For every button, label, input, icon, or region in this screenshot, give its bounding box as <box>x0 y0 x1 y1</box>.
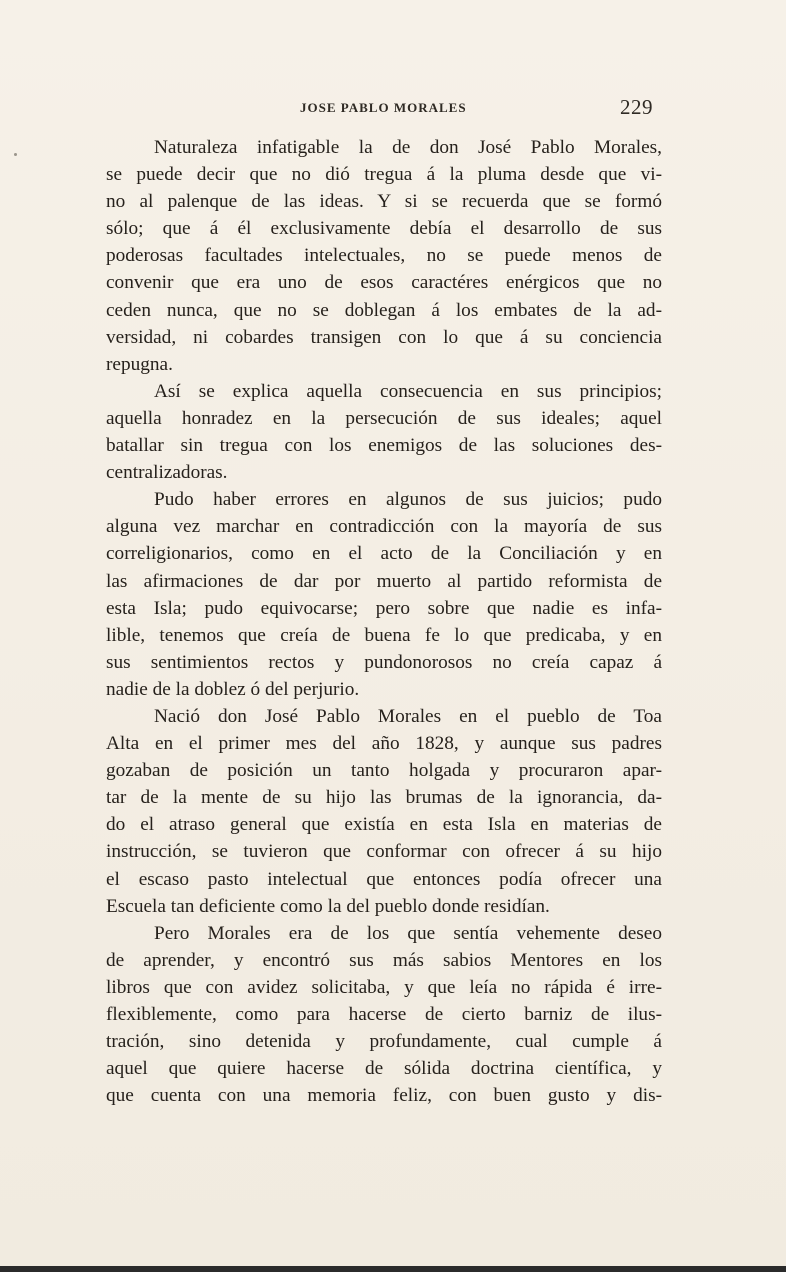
text-line: de aprender, y encontró sus más sabios Mentores en los <box>106 949 662 971</box>
page-bottom-edge <box>0 1266 786 1272</box>
text-line: instrucción, se tuvieron que conformar con ofrecer á su hijo <box>106 841 662 863</box>
text-line: repugna. <box>106 353 173 375</box>
text-line: alguna vez marchar en contradicción con la mayoría de sus <box>106 516 662 538</box>
text-line: sus sentimientos rectos y pundonorosos no creía capaz á <box>106 651 662 673</box>
text-line: Pero Morales era de los que sentía vehemente deseo <box>154 922 662 944</box>
text-line: poderosas facultades intelectuales, no se puede menos de <box>106 245 662 267</box>
text-line: aquella honradez en la persecución de sus ideales; aquel <box>106 407 662 429</box>
running-head <box>0 96 786 120</box>
text-line: aquel que quiere hacerse de sólida doctrina científica, y <box>106 1058 662 1080</box>
text-line: convenir que era uno de esos caractéres enérgicos que no <box>106 272 662 294</box>
paper-speck <box>14 153 17 156</box>
text-line: Alta en el primer mes del año 1828, y aunque sus padres <box>106 733 662 755</box>
body-text <box>106 134 662 1109</box>
text-line: esta Isla; pudo equivocarse; pero sobre que nadie es infa- <box>106 597 662 619</box>
text-line: flexiblemente, como para hacerse de cierto barniz de ilus- <box>106 1004 662 1025</box>
text-line: gozaban de posición un tanto holgada y procuraron apar- <box>106 760 662 782</box>
text-line: tar de la mente de su hijo las brumas de la ignorancia, da- <box>106 787 662 809</box>
text-line: Pudo haber errores en algunos de sus juicios; pudo <box>154 489 662 511</box>
text-line: ceden nunca, que no se doblegan á los embates de la ad- <box>106 299 662 321</box>
text-line: se puede decir que no dió tregua á la pluma desde que vi- <box>106 164 662 186</box>
text-line: que cuenta con una memoria feliz, con buen gusto y dis- <box>106 1085 662 1107</box>
paragraph-4 <box>106 703 662 920</box>
text-line: centralizadoras. <box>106 462 228 484</box>
text-line: las afirmaciones de dar por muerto al partido reformista de <box>106 570 662 592</box>
text-line: Escuela tan deficiente como la del pueblo donde residían. <box>106 895 550 917</box>
text-line: sólo; que á él exclusivamente debía el desarrollo de sus <box>106 218 662 240</box>
text-line: tración, sino detenida y profundamente, cual cumple á <box>106 1031 662 1053</box>
text-line: libros que con avidez solicitaba, y que leía no rápida é irre- <box>106 976 662 998</box>
text-line: versidad, ni cobardes transigen con lo que á su conciencia <box>106 326 662 348</box>
paragraph-3 <box>106 486 662 703</box>
text-line: no al palenque de las ideas. Y si se recuerda que se formó <box>106 191 662 213</box>
paragraph-5 <box>106 920 662 1110</box>
paragraph-2 <box>106 378 662 486</box>
text-line: correligionarios, como en el acto de la Conciliación y en <box>106 543 662 565</box>
running-title: JOSE PABLO MORALES <box>300 100 467 115</box>
text-line: el escaso pasto intelectual que entonces podía ofrecer una <box>106 868 662 890</box>
text-line: nadie de la doblez ó del perjurio. <box>106 678 360 700</box>
text-line: lible, tenemos que creía de buena fe lo que predicaba, y en <box>106 624 662 646</box>
text-line: Naturaleza infatigable la de don José Pablo Morales, <box>154 137 662 158</box>
text-line: Nació don José Pablo Morales en el pueblo de Toa <box>154 705 662 727</box>
paragraph-1 <box>106 134 662 378</box>
text-line: batallar sin tregua con los enemigos de las soluciones des- <box>106 435 662 457</box>
text-line: Así se explica aquella consecuencia en sus principios; <box>154 380 662 402</box>
page-number: 229 <box>620 95 653 119</box>
text-line: do el atraso general que existía en esta Isla en materias de <box>106 814 662 836</box>
